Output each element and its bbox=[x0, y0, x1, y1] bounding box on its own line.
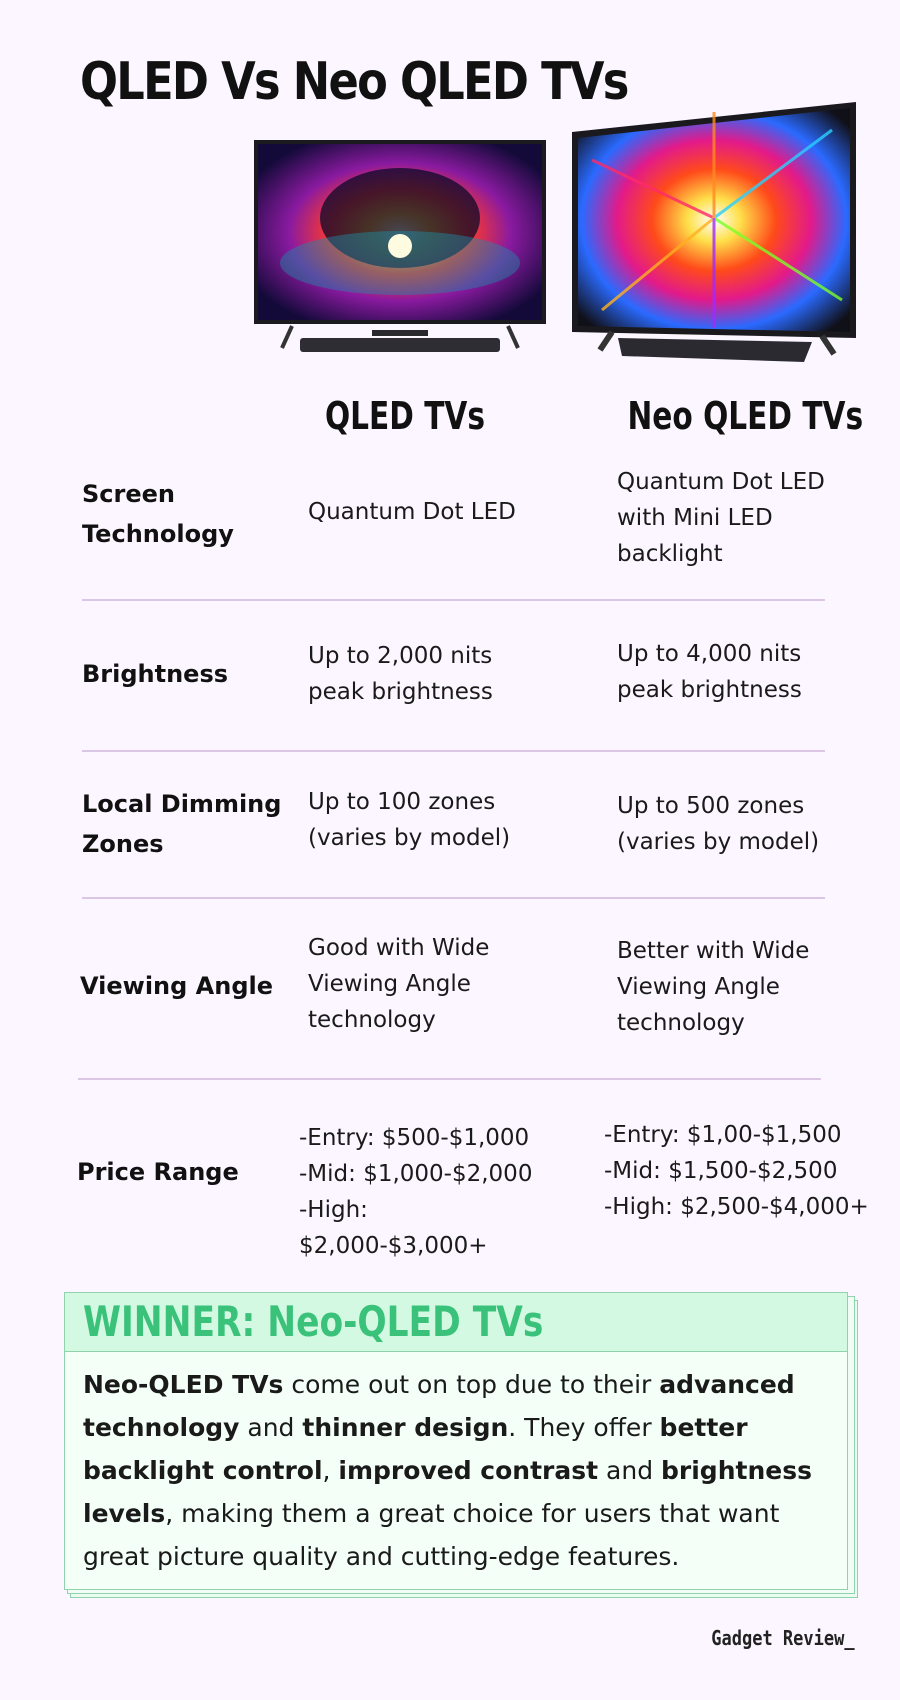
qled-tv-image bbox=[252, 138, 548, 360]
qled-local-dimming: Up to 100 zones (varies by model) bbox=[308, 789, 511, 851]
row-label-screen-technology: Screen Technology bbox=[82, 480, 234, 548]
winner-bold-technology: advanced technology bbox=[83, 1370, 795, 1442]
winner-text: . They offer bbox=[508, 1413, 660, 1442]
winner-bold-product: Neo-QLED TVs bbox=[83, 1370, 284, 1399]
row-divider bbox=[82, 599, 825, 601]
row-label-viewing-angle: Viewing Angle bbox=[80, 972, 274, 1000]
column-header-qled: QLED TVs bbox=[324, 394, 486, 438]
qled-screen-technology: Quantum Dot LED bbox=[308, 499, 516, 525]
winner-bold-design: thinner design bbox=[302, 1413, 509, 1442]
row-label-brightness: Brightness bbox=[82, 660, 229, 688]
qled-price-high: -High: $2,000-$3,000+ bbox=[299, 1197, 488, 1259]
winner-title: WINNER: Neo-QLED TVs bbox=[83, 1297, 544, 1346]
neo-qled-tv-image bbox=[572, 100, 856, 370]
winner-text: , bbox=[322, 1456, 339, 1485]
neo-price-high: -High: $2,500-$4,000+ bbox=[604, 1194, 869, 1220]
winner-bold-brightness: brightness levels bbox=[83, 1456, 812, 1528]
qled-price-mid: -Mid: $1,000-$2,000 bbox=[299, 1161, 533, 1187]
winner-bold-contrast: improved contrast bbox=[338, 1456, 599, 1485]
winner-bold-backlight: better backlight control bbox=[83, 1413, 748, 1485]
winner-text: and bbox=[239, 1413, 303, 1442]
page-title: QLED Vs Neo QLED TVs bbox=[80, 52, 628, 112]
neo-local-dimming: Up to 500 zones (varies by model) bbox=[617, 793, 820, 855]
neo-price-entry: -Entry: $1,00-$1,500 bbox=[604, 1122, 842, 1148]
winner-description bbox=[83, 1363, 833, 1578]
neo-screen-technology: Quantum Dot LED with Mini LED backlight bbox=[617, 469, 825, 567]
row-label-price-range: Price Range bbox=[77, 1158, 239, 1186]
qled-viewing-angle: Good with Wide Viewing Angle technology bbox=[308, 935, 490, 1033]
winner-box bbox=[64, 1292, 848, 1590]
winner-text: and bbox=[598, 1456, 662, 1485]
brand-logo: Gadget Review_ bbox=[711, 1626, 855, 1650]
neo-viewing-angle: Better with Wide Viewing Angle technology bbox=[617, 938, 810, 1036]
neo-price-range bbox=[604, 1117, 869, 1225]
qled-price-range bbox=[299, 1120, 559, 1264]
row-divider bbox=[82, 750, 825, 752]
row-label-local-dimming-zones: Local Dimming Zones bbox=[82, 790, 282, 858]
neo-brightness: Up to 4,000 nits peak brightness bbox=[617, 641, 802, 703]
qled-price-entry: -Entry: $500-$1,000 bbox=[299, 1125, 530, 1151]
row-divider bbox=[78, 1078, 821, 1080]
column-header-neo-qled: Neo QLED TVs bbox=[627, 394, 864, 438]
winner-text: , making them a great choice for users that want great picture quality and cutting-edge features. bbox=[83, 1499, 780, 1571]
row-divider bbox=[82, 897, 825, 899]
winner-header bbox=[65, 1293, 847, 1352]
winner-text: come out on top due to their bbox=[283, 1370, 660, 1399]
neo-price-mid: -Mid: $1,500-$2,500 bbox=[604, 1158, 838, 1184]
qled-brightness: Up to 2,000 nits peak brightness bbox=[308, 643, 493, 705]
